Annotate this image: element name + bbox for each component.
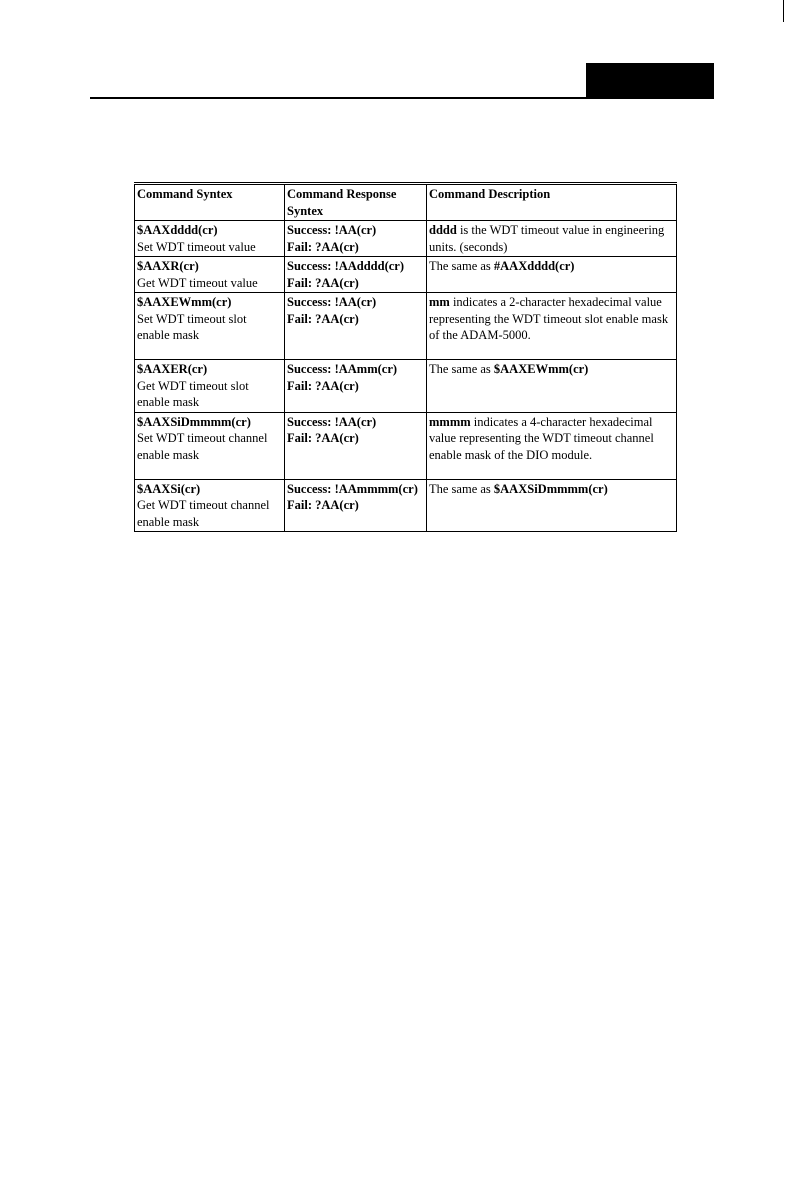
table-row [135, 479, 677, 532]
header-tab-block [586, 63, 714, 99]
crop-mark [783, 0, 784, 22]
response-fail: Fail: ?AA(cr) [287, 431, 359, 445]
description-text: is the WDT timeout value in engineering units. (seconds) [429, 223, 665, 254]
command-syntax: $AAXEWmm(cr) [137, 295, 232, 309]
table-row [135, 360, 677, 413]
command-syntax: $AAXSiDmmmm(cr) [137, 414, 251, 429]
response-success: Success: !AA(cr) [287, 295, 377, 309]
command-summary: Set WDT timeout value [137, 239, 256, 254]
command-syntax: $AAXER(cr) [137, 362, 208, 376]
response-cell [285, 257, 427, 293]
response-cell [285, 293, 427, 360]
command-summary: Get WDT timeout slot enable mask [137, 378, 249, 409]
description-keyword: $AAXSiDmmmm(cr) [493, 481, 608, 496]
description-keyword: #AAXdddd(cr) [493, 259, 575, 273]
description-text: The same as [429, 481, 494, 496]
description-keyword: mmmm [429, 414, 471, 429]
header-command-description: Command Description [427, 184, 677, 221]
syntax-cell [135, 479, 285, 532]
description-keyword: dddd [429, 223, 457, 237]
response-fail: Fail: ?AA(cr) [287, 275, 359, 290]
command-syntax: $AAXR(cr) [137, 259, 199, 273]
command-summary: Get WDT timeout channel enable mask [137, 498, 270, 529]
syntax-cell [135, 257, 285, 293]
response-success: Success: !AA(cr) [287, 414, 377, 429]
syntax-cell [135, 360, 285, 413]
table-row [135, 257, 677, 293]
description-text: indicates a 2-character hexadecimal value representing the WDT timeout slot enable mask of the ADAM-5000. [429, 295, 669, 342]
table-header-row [135, 184, 677, 221]
response-fail: Fail: ?AA(cr) [287, 498, 359, 512]
table-row [135, 293, 677, 360]
command-summary: Set WDT timeout slot enable mask [137, 311, 247, 342]
response-fail: Fail: ?AA(cr) [287, 239, 359, 254]
response-cell [285, 412, 427, 479]
description-text: The same as [429, 362, 494, 376]
command-summary: Set WDT timeout channel enable mask [137, 431, 268, 462]
response-cell [285, 360, 427, 413]
command-table [134, 182, 677, 532]
description-text: The same as [429, 259, 494, 273]
response-success: Success: !AAdddd(cr) [287, 259, 405, 273]
command-syntax: $AAXSi(cr) [137, 481, 201, 496]
response-fail: Fail: ?AA(cr) [287, 378, 359, 393]
response-success: Success: !AAmm(cr) [287, 362, 398, 376]
description-cell [427, 293, 677, 360]
response-fail: Fail: ?AA(cr) [287, 311, 359, 326]
description-cell [427, 479, 677, 532]
description-cell [427, 412, 677, 479]
syntax-cell [135, 221, 285, 257]
header-command-syntax: Command Syntex [135, 184, 285, 221]
table-row [135, 412, 677, 479]
description-keyword: $AAXEWmm(cr) [493, 362, 589, 376]
description-cell [427, 257, 677, 293]
syntax-cell [135, 293, 285, 360]
description-cell [427, 221, 677, 257]
response-cell [285, 479, 427, 532]
command-summary: Get WDT timeout value [137, 275, 258, 290]
response-cell [285, 221, 427, 257]
header-rule [90, 97, 586, 99]
response-success: Success: !AAmmmm(cr) [287, 481, 418, 496]
description-text: indicates a 4-character hexadecimal value representing the WDT timeout channel enable mask of the DIO module. [429, 414, 654, 462]
description-cell [427, 360, 677, 413]
description-keyword: mm [429, 295, 450, 309]
header-command-response: Command Response Syntex [285, 184, 427, 221]
syntax-cell [135, 412, 285, 479]
table-row [135, 221, 677, 257]
response-success: Success: !AA(cr) [287, 223, 377, 237]
command-syntax: $AAXdddd(cr) [137, 223, 218, 237]
